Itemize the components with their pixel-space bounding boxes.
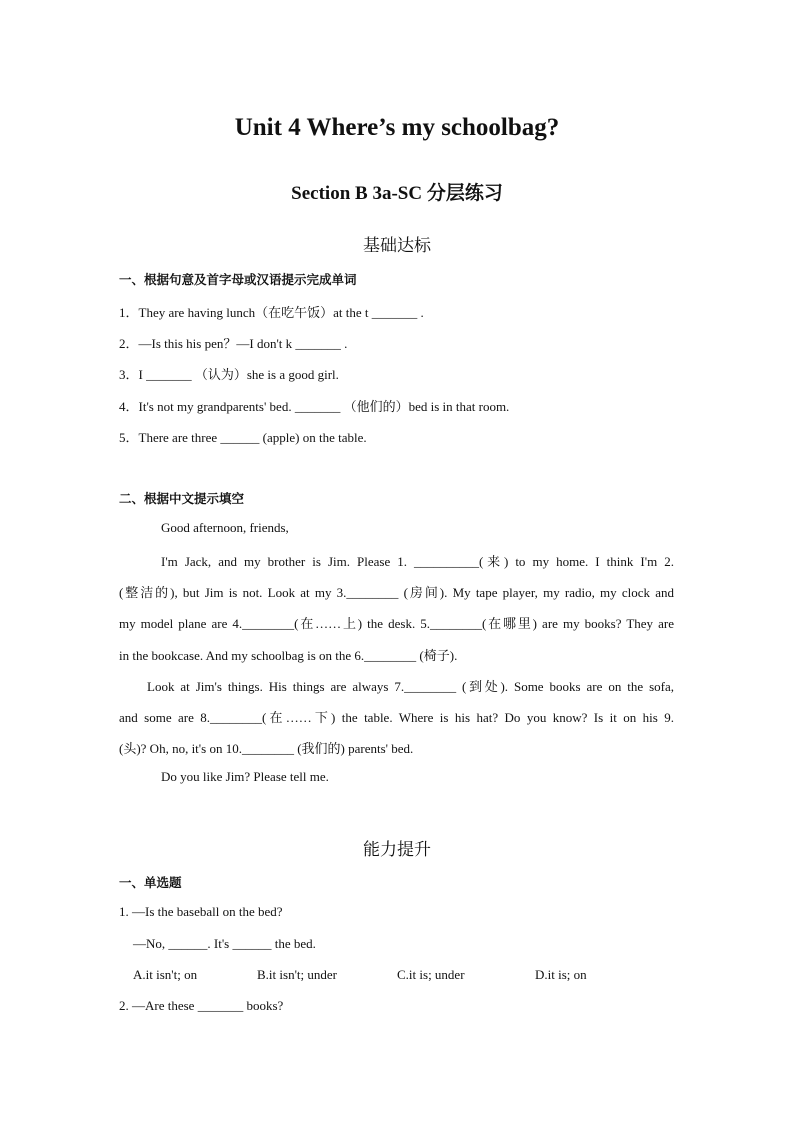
option-d: D.it is; on xyxy=(535,967,587,982)
option-a: A.it isn't; on xyxy=(133,967,198,982)
exercise-item: 4．It's not my grandparents' bed. _______ （他们的）bed is in that room. xyxy=(119,399,510,414)
part-heading-word-completion: 一、根据句意及首字母或汉语提示完成单词 xyxy=(119,272,357,287)
question-stem: 1. —Is the baseball on the bed? xyxy=(119,904,283,919)
option-b: B.it isn't; under xyxy=(257,967,337,982)
option-c: C.it is; under xyxy=(397,967,465,982)
page-title: Unit 4 Where’s my schoolbag? xyxy=(234,114,560,141)
exercise-item: 3．I _______ （认为）she is a good girl. xyxy=(119,367,339,382)
page-subtitle: Section B 3a-SC 分层练习 xyxy=(291,183,503,204)
passage-line: (头)? Oh, no, it's on 10.________ (我们的) parents' bed. xyxy=(119,741,414,756)
passage-line: and some are 8.________(在……下) the table. Where is his hat? Do you know? Is it on his 9. xyxy=(119,710,674,725)
part-heading-multiple-choice: 一、单选题 xyxy=(119,875,182,890)
passage-line: Look at Jim's things. His things are always 7.________ (到处). Some books are on the sofa, xyxy=(147,679,674,694)
passage-line: in the bookcase. And my schoolbag is on the 6.________ (椅子). xyxy=(119,648,458,663)
passage-line: my model plane are 4.________(在……上) the desk. 5.________(在哪里) are my books? They are xyxy=(119,616,674,631)
question-stem: 2. —Are these _______ books? xyxy=(119,998,284,1013)
passage-line: (整洁的), but Jim is not. Look at my 3.________ (房间). My tape player, my radio, my clock and xyxy=(119,585,674,600)
section-heading-advanced: 能力提升 xyxy=(363,840,431,860)
question-reply: —No, ______. It's ______ the bed. xyxy=(133,936,316,951)
passage-line: Do you like Jim? Please tell me. xyxy=(161,769,329,784)
exercise-item: 2．—Is this his pen？—I don't k _______ . xyxy=(119,336,348,351)
exercise-item: 5．There are three ______ (apple) on the table. xyxy=(119,430,367,445)
passage-line: I'm Jack, and my brother is Jim. Please 1. __________(来) to my home. I think I'm 2. xyxy=(161,554,674,569)
passage-line: Good afternoon, friends, xyxy=(161,520,289,535)
section-heading-basic: 基础达标 xyxy=(363,236,431,256)
part-heading-fill-in: 二、根据中文提示填空 xyxy=(119,491,245,506)
exercise-item: 1．They are having lunch（在吃午饭）at the t _______ . xyxy=(119,305,424,320)
